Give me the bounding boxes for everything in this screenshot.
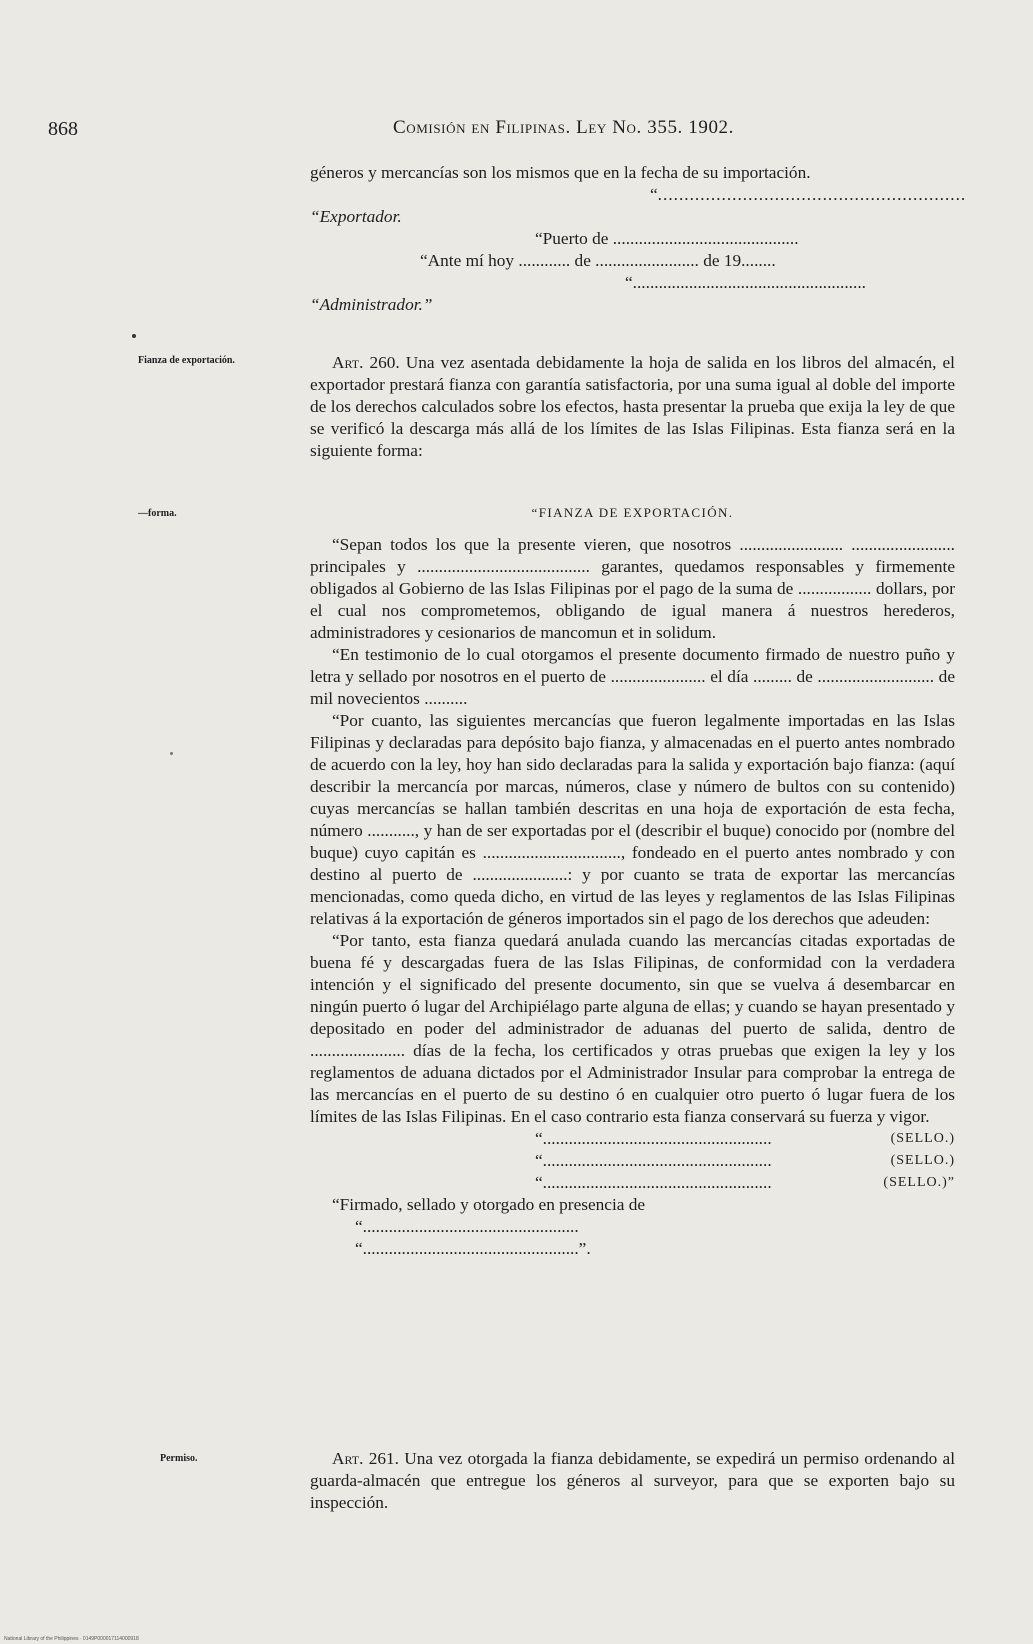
- scan-speck: [132, 334, 136, 338]
- ante-mi-line: “Ante mí hoy ............ de ........................ de 19........: [420, 251, 776, 270]
- margin-note-forma: —forma.: [138, 508, 177, 519]
- article-261: [310, 1448, 955, 1514]
- seal-line-1: “..................................................... (SELLO.): [535, 1129, 955, 1148]
- seal-line-3: “..................................................... (SELLO.)”: [535, 1173, 955, 1192]
- firmado-line: “Firmado, sellado y otorgado en presencia de: [332, 1195, 646, 1214]
- top-block: [310, 162, 967, 316]
- witness-line-1: “..................................................: [355, 1217, 579, 1236]
- margin-note-fianza: Fianza de exportación.: [138, 355, 235, 366]
- seal-line-2: “..................................................... (SELLO.): [535, 1151, 955, 1170]
- running-header: [393, 117, 734, 139]
- article-261-text: Una vez otorgada la fianza debidamente, se expedirá un permiso ordenando al guarda-almacén que entregue los géneros al surveyor, para que se exporten bajo su inspección.: [310, 1449, 956, 1512]
- article-261-label: Art. 261.: [332, 1449, 399, 1468]
- puerto-line: “Puerto de ...........................................: [535, 229, 799, 248]
- administrator-signature-line: “......................................................: [625, 273, 866, 292]
- footer-credit: National Library of the Philippines · 0149P000017114000918: [4, 1636, 139, 1642]
- bond-heading: “FIANZA DE EXPORTACIÓN.: [531, 505, 734, 520]
- exportador-label: “Exportador.: [310, 207, 402, 226]
- bond-paragraph-4: “Por tanto, esta fianza quedará anulada cuando las mercancías citadas exportadas de buena fé y descargadas fuera de las Islas Filipinas, de conformidad con la verdadera intención y el significado del presente documento, sin que se vuelva á desembarcar en ningún puerto ó lugar del Archipiélago parte alguna de ellas; y cuando se hayan presentado y depositado en poder del administrador de aduanas del puerto de salida, dentro de ...................... días de la fecha, los certificados y otras pruebas que exigen la ley y los reglamentos de aduana dictados por el Administrador Insular para comprobar la entrega de las mercancías en el puerto de su destino ó en cualquier otro puerto ó lugar fuera de los límites de las Islas Filipinas. En el caso contrario esta fianza conservará su fuerza y vigor.: [310, 931, 955, 1126]
- article-260: [310, 352, 955, 462]
- margin-note-permiso: Permiso.: [160, 1453, 198, 1464]
- article-260-text: Una vez asentada debidamente la hoja de salida en los libros del almacén, el exportador prestará fianza con garantía satisfactoria, por una suma igual al doble del importe de los derechos calculados sobre los efectos, hasta presentar la prueba que exija la ley de que se verificó la descarga más allá de los límites de las Islas Filipinas. Esta fianza será en la siguiente forma:: [310, 353, 955, 460]
- seal-signatures: [310, 1128, 955, 1194]
- bond-form: [310, 502, 955, 1260]
- page-number: 868: [48, 118, 78, 140]
- running-title: Comisión en Filipinas. Ley No. 355. 1902.: [393, 117, 734, 138]
- bond-paragraph-2: “En testimonio de lo cual otorgamos el presente documento firmado de nuestro puño y letra y sellado por nosotros en el puerto de ...................... el día ......... de ........................... de mil novecientos ..........: [310, 645, 955, 708]
- exporter-signature-line: “..........................................................: [650, 185, 967, 204]
- scan-speck: [170, 752, 173, 755]
- continuation-text: géneros y mercancías son los mismos que en la fecha de su importación.: [310, 163, 811, 182]
- administrador-label: “Administrador.”: [310, 295, 433, 314]
- witness-line-2: “..................................................”.: [355, 1239, 591, 1258]
- article-260-label: Art. 260.: [332, 353, 400, 372]
- bond-paragraph-3: “Por cuanto, las siguientes mercancías que fueron legalmente importadas en las Islas Filipinas y declaradas para depósito bajo fianza, y almacenadas en el puerto antes nombrado de acuerdo con la ley, hoy han sido declaradas para la salida y exportación bajo fianza: (aquí describir la mercancía por marcas, números, clase y número de bultos con su contenido) cuyas mercancías se hallan también descritas en una hoja de exportación de esta fecha, número ..........., y han de ser exportadas por el (describir el buque) conocido por (nombre del buque) cuyo capitán es ................................, fondeado en el puerto antes nombrado y con destino al puerto de ......................: y por cuanto se trata de exportar las mercancías mencionadas, como queda dicho, en virtud de las leyes y reglamentos de las Islas Filipinas relativas á la exportación de géneros importados sin el pago de los derechos que adeuden:: [310, 711, 955, 928]
- bond-paragraph-1: “Sepan todos los que la presente vieren, que nosotros ........................ ........................ principales y ........................................ garantes, quedamos responsables y firmemente obligados al Gobierno de las Islas Filipinas por el pago de la suma de ................. dollars, por el cual nos comprometemos, obligando de igual manera á nuestros herederos, administradores y cesionarios de mancomun et in solidum.: [310, 535, 955, 642]
